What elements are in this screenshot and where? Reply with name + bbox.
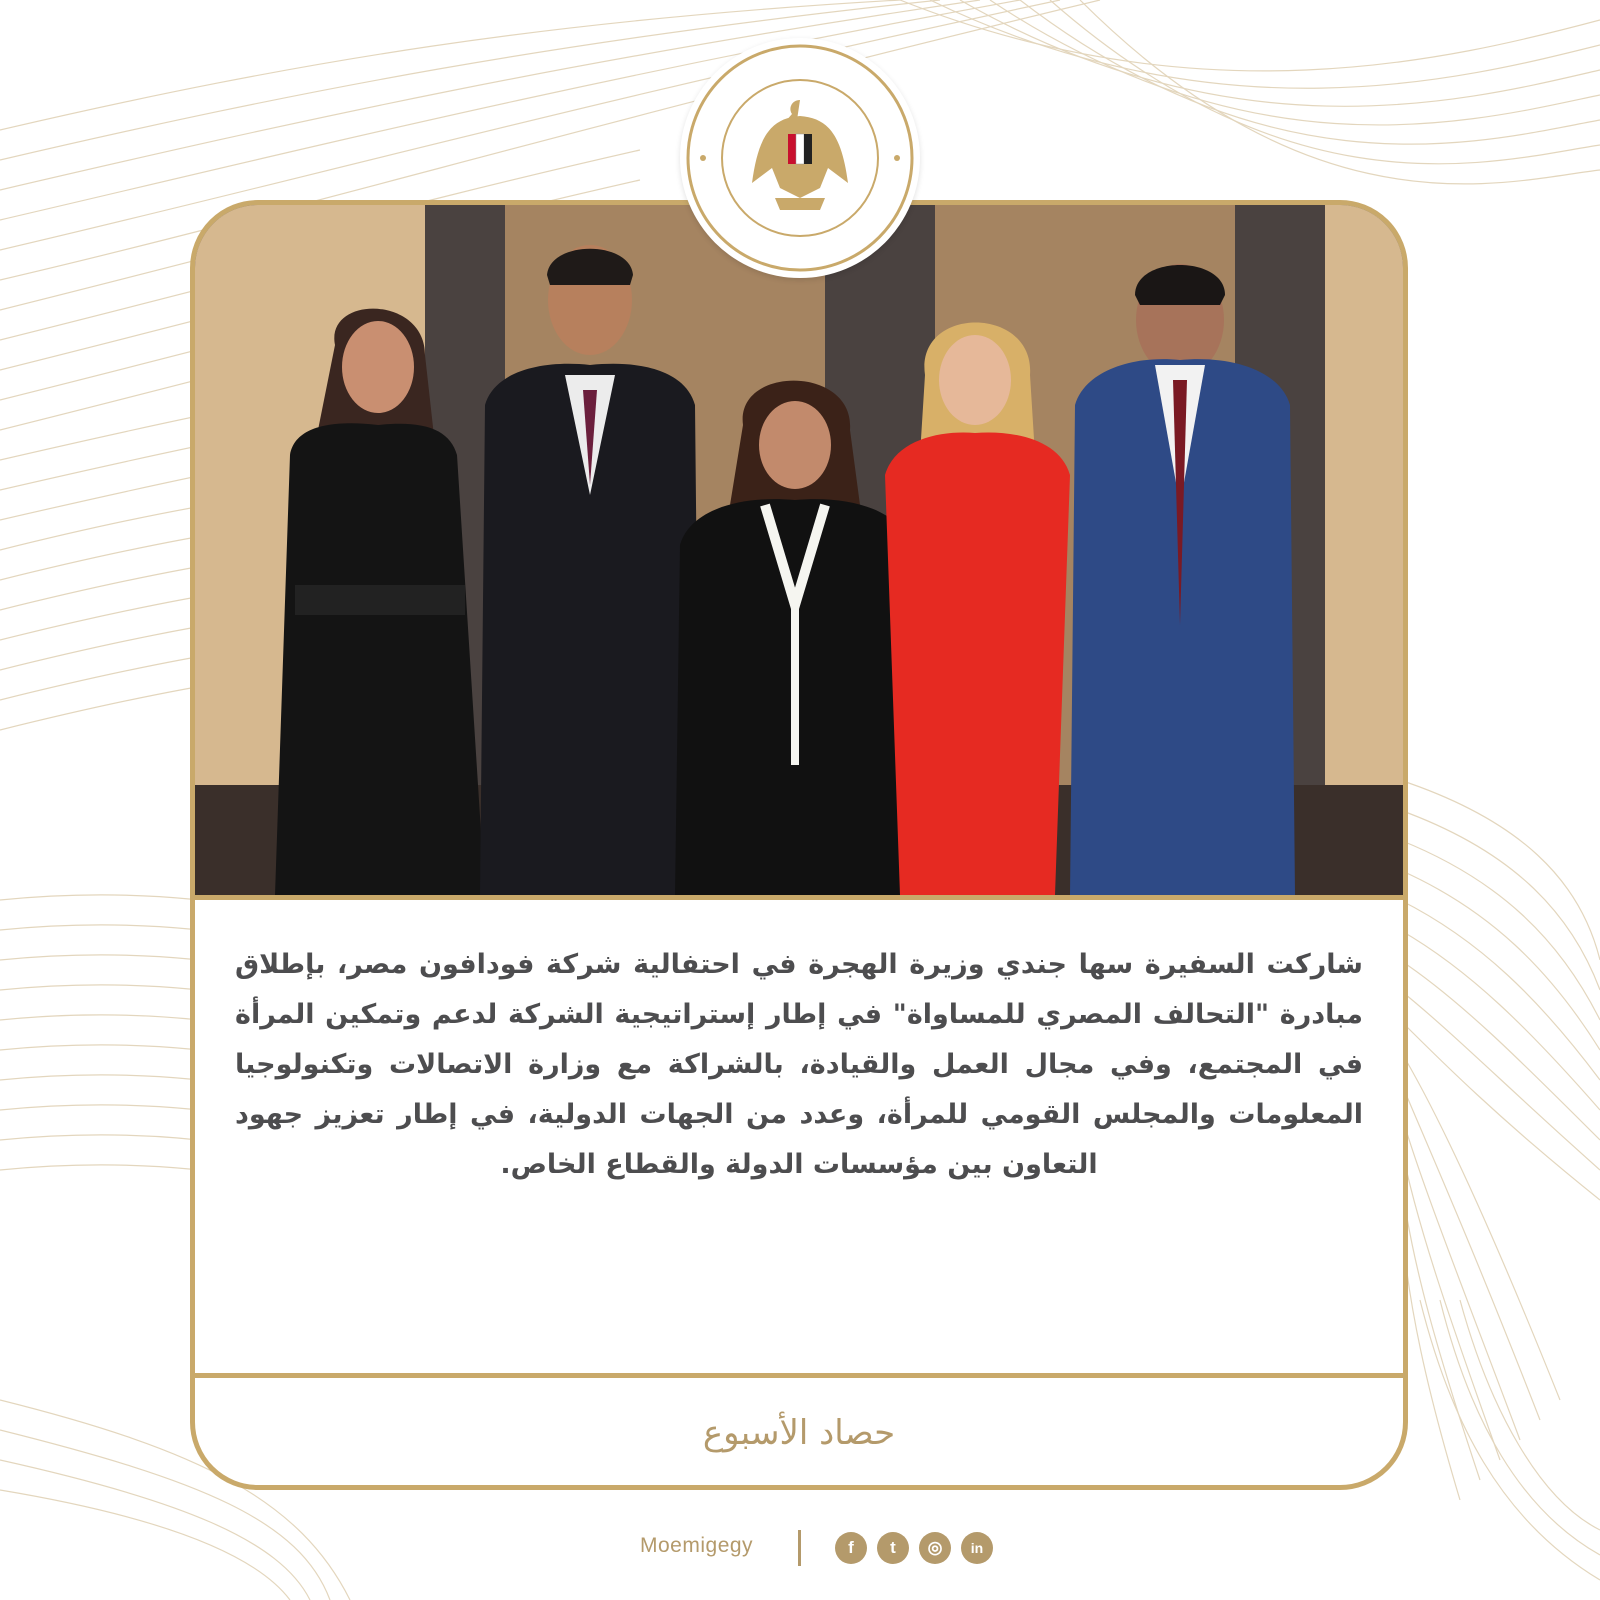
social-separator <box>798 1530 801 1566</box>
ministry-logo <box>680 38 920 278</box>
event-photo <box>195 205 1403 895</box>
social-handle[interactable]: Moemigegy <box>640 1534 754 1557</box>
post-caption: شاركت السفيرة سها جندي وزيرة الهجرة في احتفالية شركة فودافون مصر، بإطلاق مبادرة "التحالف المصري للمساواة" في إطار إستراتيجية الشركة لدعم وتمكين المرأة في المجتمع، وفي مجال العمل والقيادة، بالشراكة مع وزارة الاتصالات وتكنولوجيا المعلومات والمجلس القومي للمرأة، وعدد من الجهات الدولية، في إطار تعزيز جهود التعاون بين مؤسسات الدولة والقطاع الخاص. <box>235 949 1363 1180</box>
group-photo-illustration <box>195 205 1403 895</box>
photo-divider <box>195 895 1403 900</box>
facebook-icon[interactable]: f <box>835 1532 867 1564</box>
footer-divider <box>195 1373 1403 1378</box>
linkedin-icon[interactable]: in <box>961 1532 993 1564</box>
ministry-seal-emblem <box>680 38 920 278</box>
twitter-icon[interactable]: t <box>877 1532 909 1564</box>
footer-label: حصاد الأسبوع <box>702 1413 896 1453</box>
post-card <box>190 200 1408 1490</box>
instagram-icon[interactable]: ◎ <box>919 1532 951 1564</box>
